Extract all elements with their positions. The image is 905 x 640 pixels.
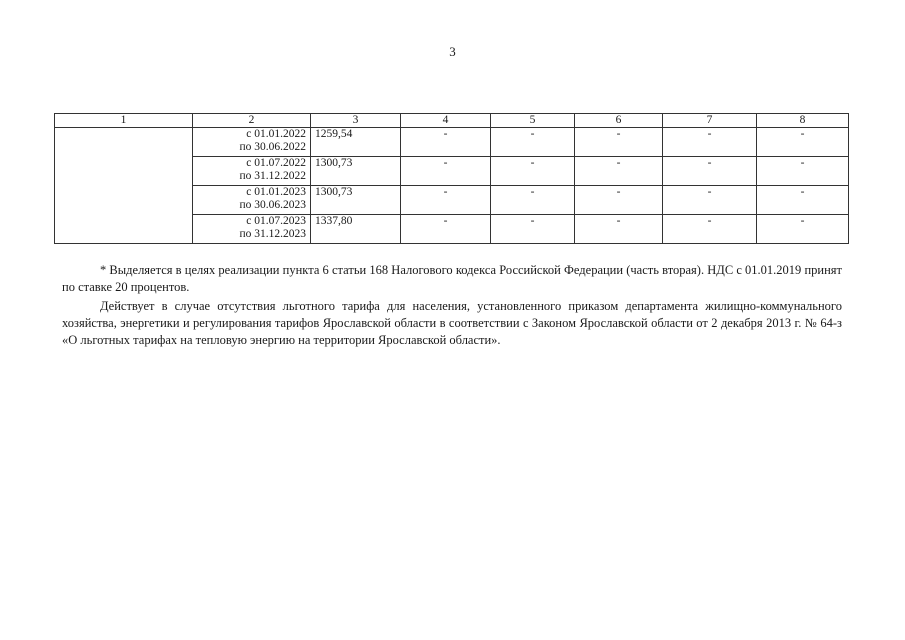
cell-col-5: - (491, 157, 575, 186)
cell-col-7: - (663, 186, 757, 215)
period-from: с 01.01.2022 (246, 128, 306, 140)
tariff-value: 1300,73 (311, 157, 401, 186)
cell-col-6: - (575, 186, 663, 215)
page-number: 3 (449, 44, 456, 59)
cell-col-6: - (575, 157, 663, 186)
cell-col-4: - (401, 157, 491, 186)
period-cell (193, 186, 311, 215)
cell-col-8: - (757, 215, 849, 244)
period-from: с 01.07.2022 (246, 157, 306, 169)
period-cell (193, 215, 311, 244)
header-col-8: 8 (757, 114, 849, 128)
cell-col-7: - (663, 215, 757, 244)
cell-col-5: - (491, 215, 575, 244)
period-from: с 01.07.2023 (246, 215, 306, 227)
period-to: по 30.06.2022 (239, 141, 306, 153)
vat-footnote: * Выделяется в целях реализации пункта 6 статьи 168 Налогового кодекса Российской Федерации (часть вторая). НДС с 01.01.2019 принят по ставке 20 процентов. (62, 263, 842, 294)
header-col-2: 2 (193, 114, 311, 128)
footnotes (62, 262, 842, 349)
period-cell (193, 157, 311, 186)
tariff-table (54, 113, 849, 244)
cell-col-6: - (575, 215, 663, 244)
cell-col-5: - (491, 186, 575, 215)
period-cell (193, 128, 311, 157)
cell-col-4: - (401, 186, 491, 215)
tariff-value: 1337,80 (311, 215, 401, 244)
header-col-7: 7 (663, 114, 757, 128)
tariff-value: 1300,73 (311, 186, 401, 215)
cell-col-4: - (401, 215, 491, 244)
table-header-row (55, 114, 849, 128)
header-col-5: 5 (491, 114, 575, 128)
cell-col-8: - (757, 157, 849, 186)
cell-col-4: - (401, 128, 491, 157)
period-from: с 01.01.2023 (246, 186, 306, 198)
cell-col-6: - (575, 128, 663, 157)
header-col-6: 6 (575, 114, 663, 128)
table-row (55, 128, 849, 157)
cell-col-8: - (757, 186, 849, 215)
header-col-3: 3 (311, 114, 401, 128)
cell-col-7: - (663, 157, 757, 186)
header-col-4: 4 (401, 114, 491, 128)
cell-col-8: - (757, 128, 849, 157)
merged-cell (55, 128, 193, 244)
applicability-note: Действует в случае отсутствия льготного тарифа для населения, установленного приказом департамента жилищно-коммунального хозяйства, энергетики и регулирования тарифов Ярославской области в соответствии с Законом Ярославской области от 2 декабря 2013 г. № 64-з «О льготных тарифах на тепловую энергию на территории Ярославской области». (62, 299, 842, 347)
period-to: по 31.12.2022 (239, 170, 306, 182)
tariff-value: 1259,54 (311, 128, 401, 157)
header-col-1: 1 (55, 114, 193, 128)
period-to: по 31.12.2023 (239, 228, 306, 240)
cell-col-5: - (491, 128, 575, 157)
period-to: по 30.06.2023 (239, 199, 306, 211)
cell-col-7: - (663, 128, 757, 157)
